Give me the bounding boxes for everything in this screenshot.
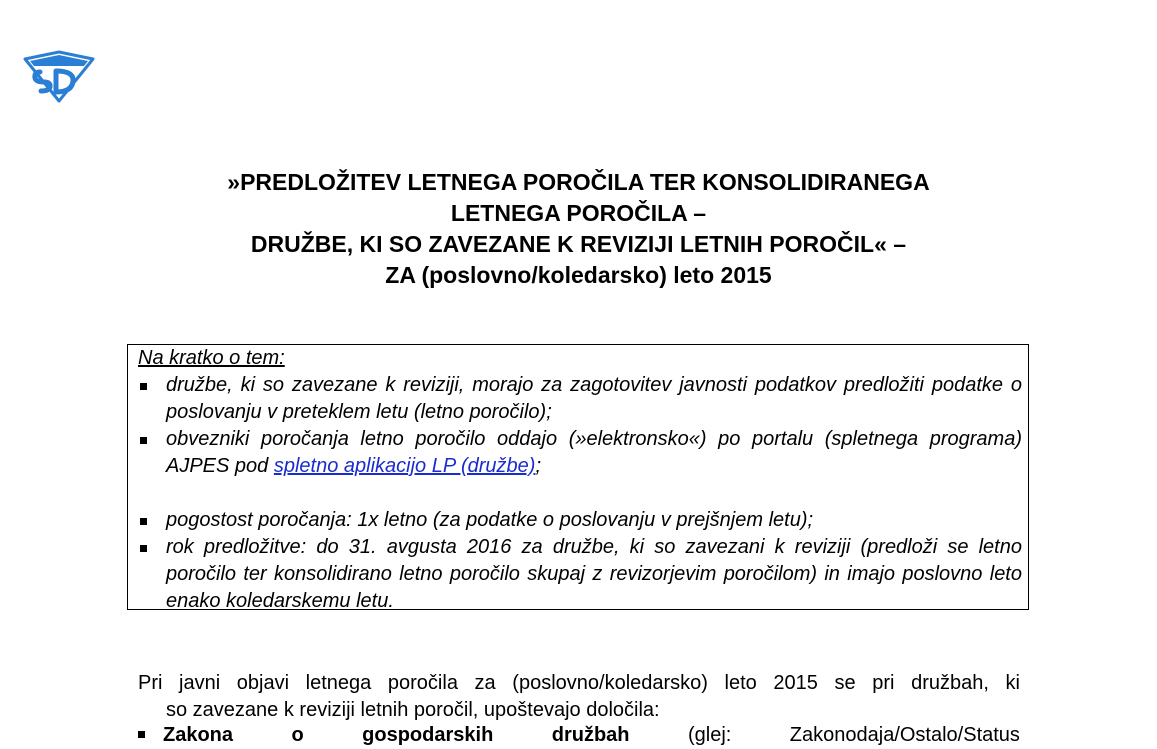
paragraph-line-1: Pri javni objavi letnega poročila za (poslovno/koledarsko) leto 2015 se pri družbah, ki <box>138 672 1020 694</box>
bullet-text: rok predložitve: do 31. avgusta 2016 za družbe, ki so zavezani k reviziji (predloži se letno poročilo ter konsolidirano letno poročilo skupaj z revizorjevim poročilom) in imajo poslovno leto enako koledarskemu letu. <box>166 536 1022 612</box>
bullet-square-icon <box>140 383 147 390</box>
bullet-text: pogostost poročanja: 1x letno (za podatke o poslovanju v prejšnjem letu); <box>166 509 814 531</box>
title-line-3: DRUŽBE, KI SO ZAVEZANE K REVIZIJI LETNIH POROČIL« – <box>250 231 907 257</box>
summary-box <box>127 344 1029 610</box>
list-item <box>138 372 1022 426</box>
list-item <box>138 426 1022 480</box>
sd-logo-icon <box>22 50 96 104</box>
company-logo <box>22 50 96 104</box>
title-line-4: ZA (poslovno/koledarsko) leto 2015 <box>385 262 772 288</box>
title-line-1: »PREDLOŽITEV LETNEGA POROČILA TER KONSOLIDIRANEGA <box>227 169 930 195</box>
bullet-square-icon <box>140 545 147 552</box>
law-reference-item <box>138 722 1020 749</box>
law-ref-word: (glej: <box>687 724 732 746</box>
list-item <box>138 534 1022 615</box>
bullet-text: obvezniki poročanja letno poročilo oddajo (»elektronsko«) po portalu (spletnega programa) AJPES pod <box>166 428 1022 477</box>
list-item <box>138 507 1022 534</box>
summary-heading: Na kratko o tem: <box>138 347 285 369</box>
bullet-text: družbe, ki so zavezane k reviziji, morajo za zagotovitev javnosti podatkov predložiti podatke o poslovanju v preteklem letu (letno poročilo); <box>166 374 1022 423</box>
bullet-square-icon <box>140 518 147 525</box>
summary-list <box>138 372 1022 615</box>
law-word: gospodarskih <box>362 724 494 746</box>
law-ref-word: Zakonodaja/Ostalo/Status <box>789 724 1020 746</box>
document-title <box>0 167 1157 291</box>
paragraph-line-2: so zavezane k reviziji letnih poročil, upoštevajo določila: <box>166 699 660 721</box>
title-line-2: LETNEGA POROČILA – <box>450 200 707 226</box>
law-word: o <box>291 724 304 746</box>
bullet-text-end: ; <box>535 455 542 477</box>
law-word: družbah <box>551 724 630 746</box>
bullet-square-icon <box>138 731 145 738</box>
body-paragraph <box>138 670 1020 724</box>
bullet-square-icon <box>140 437 147 444</box>
lp-application-link[interactable]: spletno aplikacijo LP (družbe) <box>273 455 536 477</box>
law-word: Zakona <box>138 722 233 749</box>
